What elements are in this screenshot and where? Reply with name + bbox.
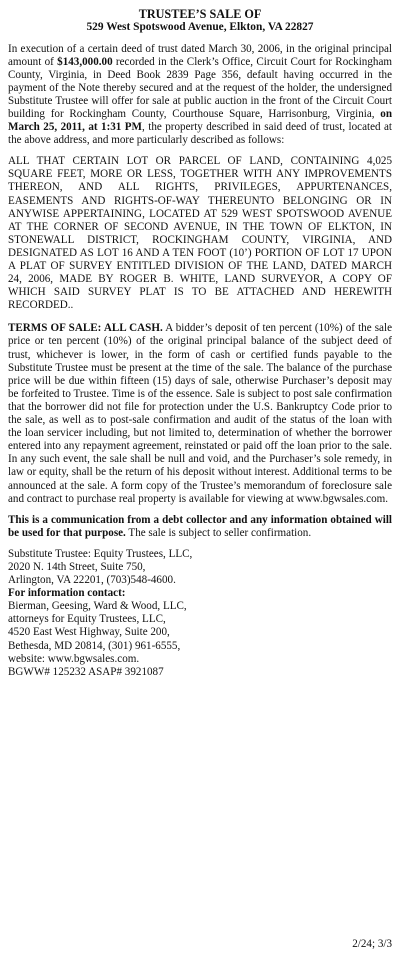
- contact-line: attorneys for Equity Trustees, LLC,: [8, 613, 166, 626]
- seller-confirmation: The sale is subject to seller confirmation.: [125, 526, 312, 539]
- contact-line: Bierman, Geesing, Ward & Wood, LLC,: [8, 600, 187, 613]
- contact-line: 4520 East West Highway, Suite 200,: [8, 626, 170, 639]
- legal-description: ALL THAT CERTAIN LOT OR PARCEL OF LAND, CONTAINING 4,025 SQUARE FEET, MORE OR LESS, TOGETHER WITH ANY IMPROVEMENTS THEREON, AND ALL RIGHTS, PRIVILEGES, APPURTENANCES, EASEMENTS AND RIGHTS-OF-WAY THEREUNTO BELONGING OR IN ANYWISE APPERTAINING, LOCATED AT 529 WEST SPOTSWOOD AVENUE AT THE CORNER OF SECOND AVENUE, IN THE TOWN OF ELKTON, IN STONEWALL DISTRICT, ROCKINGHAM COUNTY, VIRGINIA, AND DESIGNATED AS LOT 16 AND A TEN FOOT (10’) PORTION OF LOT 17 UPON A PLAT OF SURVEY ENTITLED DIVISION OF THE LAND, DATED MARCH 24, 2006, MADE BY ROGER B. WHITE, LAND SURVEYOR, A COPY OF WHICH SAID SURVEY PLAT IS TO BE ATTACHED AND HEREWITH RECORDED..: [8, 155, 392, 312]
- terms-paragraph: [8, 322, 392, 505]
- run-dates: 2/24; 3/3: [352, 938, 392, 950]
- contact-line: Bethesda, MD 20814, (301) 961-6555,: [8, 639, 181, 652]
- trustee-line: 2020 N. 14th Street, Suite 750,: [8, 560, 146, 573]
- trustee-line: Substitute Trustee: Equity Trustees, LLC,: [8, 547, 193, 560]
- contact-line: BGWW# 125232 ASAP# 3921087: [8, 665, 164, 678]
- terms-heading: TERMS OF SALE: ALL CASH.: [8, 322, 163, 335]
- trustee-line: Arlington, VA 22201, (703)548-4600.: [8, 574, 176, 587]
- contact-line: website: www.bgwsales.com.: [8, 652, 140, 665]
- notice-title: TRUSTEE’S SALE OF: [138, 7, 262, 21]
- intro-paragraph: [8, 43, 392, 148]
- contact-block: [8, 548, 392, 679]
- debt-collector-notice: This is a communication from a debt collector and any information obtained will be used for that purpose.: [8, 513, 392, 539]
- contact-heading: For information contact:: [8, 587, 126, 600]
- terms-body: A bidder’s deposit of ten percent (10%) of the sale price or ten percent (10%) of the original principal balance of the subject deed of trust, whichever is lower, in the form of cash or certified funds payable to the Substitute Trustee must be present at the time of the sale. The balance of the purchase price will be due within fifteen (15) days of sale, otherwise Purchaser’s deposit may be forfeited to Trustee. Time is of the essence. Sale is subject to post sale confirmation that the borrower did not file for protection under the U.S. Bankruptcy Code prior to the sale, as well as to post-sale confirmation and audit of the status of the loan with the loan servicer including, but not limited to, determination of whether the borrower entered into any repayment agreement, reinstated or paid off the loan prior to the sale. In any such event, the sale shall be null and void, and the Purchaser’s sole remedy, in law or equity, shall be the return of his deposit without interest. Additional terms to be announced at the sale. A form copy of the Trustee’s memorandum of foreclosure sale and contract to purchase real property is available for viewing at www.bgwsales.com.: [8, 322, 392, 505]
- debt-collector-paragraph: [8, 514, 392, 540]
- intro-text-2: recorded in the Clerk’s Office, Circuit Court for Rockingham County, Virginia, in Deed Book 2839 Page 356, default having occurred in the payment of the Note thereby secured and at the request of the holder, the undersigned Substitute Trustee will offer for sale at public auction in the front of the Circuit Court building for Rockingham County, Courthouse Square, Harrisonburg, Virginia,: [8, 55, 392, 120]
- principal-amount: $143,000.00: [57, 55, 113, 68]
- intro-text-3: , the property described in said deed of trust, located at the above address, and more particularly described as follows:: [8, 121, 392, 147]
- sale-date: on March 25, 2011, at 1:31 PM: [8, 107, 392, 134]
- intro-text-1: In execution of a certain deed of trust dated March 30, 2006, in the original principal amount of: [8, 42, 392, 68]
- property-address: 529 West Spotswood Avenue, Elkton, VA 22827: [86, 21, 314, 33]
